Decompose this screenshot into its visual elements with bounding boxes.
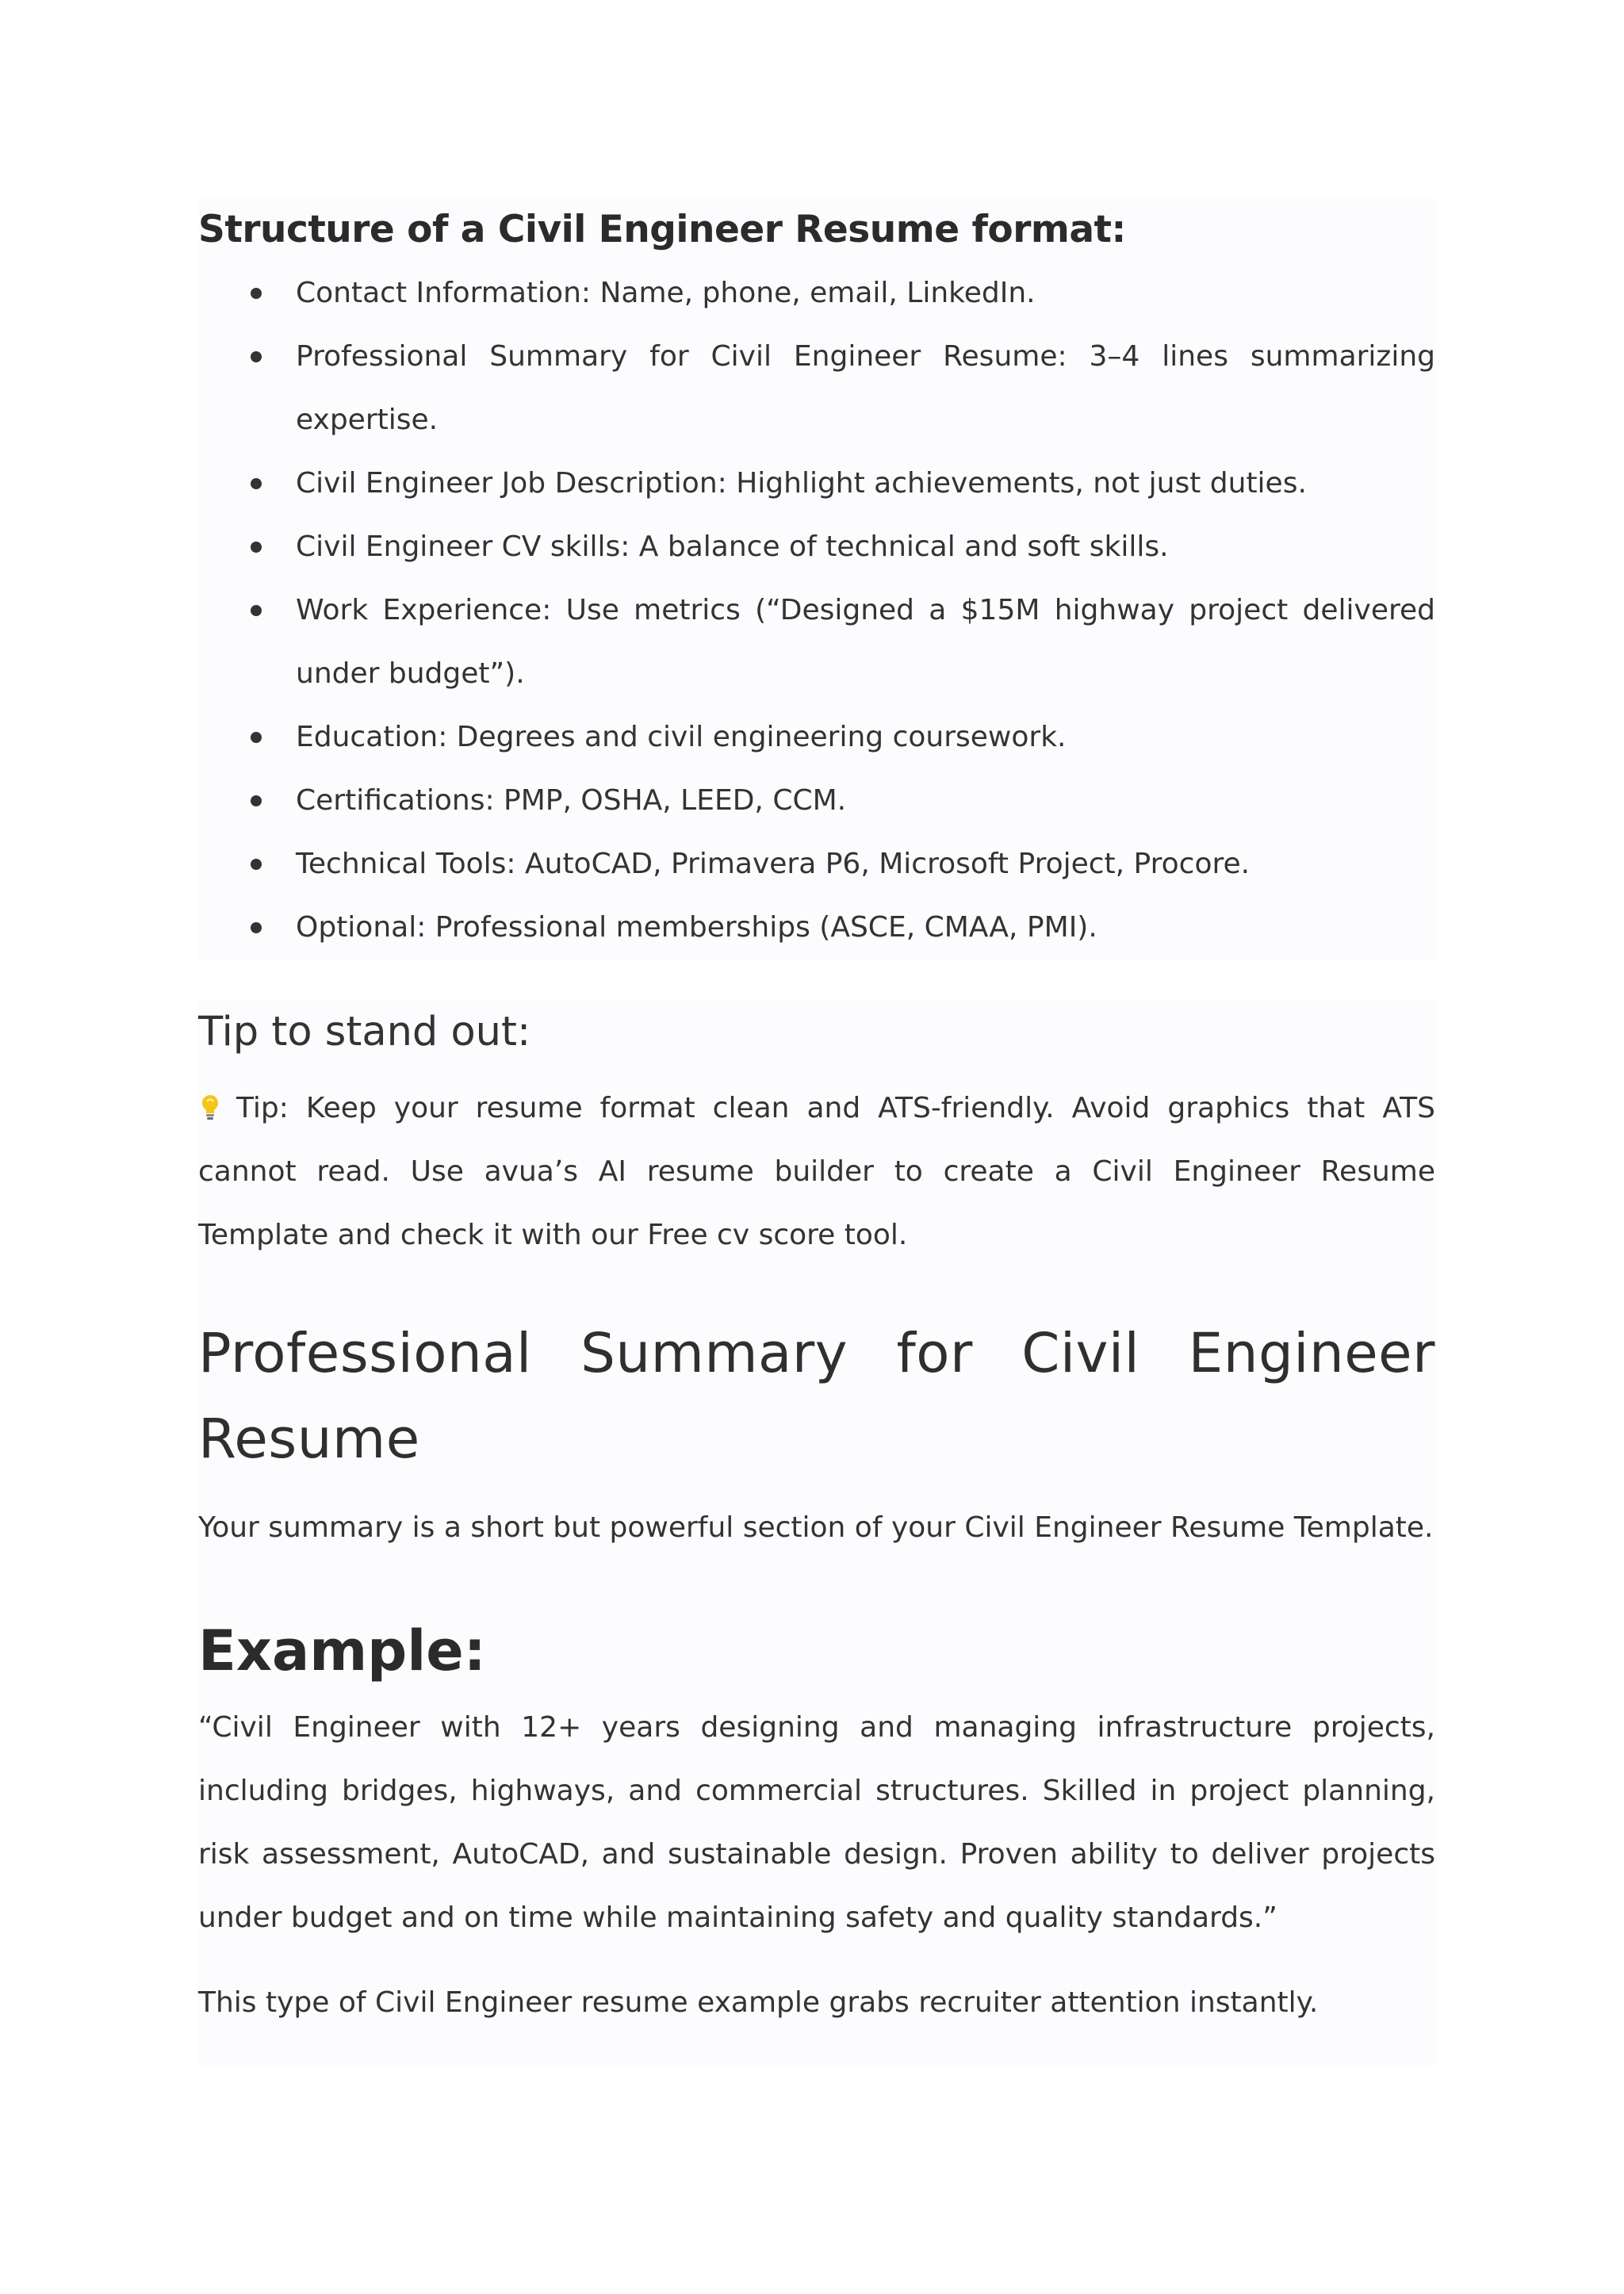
list-item xyxy=(246,833,1435,896)
list-item xyxy=(246,896,1435,959)
list-item-text: Civil Engineer Job Description: Highlight achievements, not just duties. xyxy=(296,467,1307,500)
example-quote: “Civil Engineer with 12+ years designing and managing infrastructure projects, including bridges, highways, and commercial structures. Skilled in project planning, risk assessment, AutoCAD, and sustainable design. Proven ability to deliver projects under budget and on time while maintaining safety and quality standards.” xyxy=(198,1695,1435,1950)
list-item-text: Contact Information: Name, phone, email, LinkedIn. xyxy=(296,277,1036,309)
list-item-text: Education: Degrees and civil engineering coursework. xyxy=(296,721,1067,753)
bullet-dot-icon xyxy=(251,605,262,616)
list-item xyxy=(246,325,1435,452)
list-item-text: Professional Summary for Civil Engineer Resume: 3–4 lines summarizing expertise. xyxy=(296,340,1435,436)
bullet-dot-icon xyxy=(251,922,262,933)
list-item xyxy=(246,262,1435,325)
example-heading: Example: xyxy=(198,1607,1435,1695)
list-item-text: Civil Engineer CV skills: A balance of technical and soft skills. xyxy=(296,530,1169,563)
structure-list xyxy=(198,262,1435,959)
tip-heading: Tip to stand out: xyxy=(198,1001,1435,1064)
bullet-dot-icon xyxy=(251,795,262,806)
bullet-dot-icon xyxy=(251,351,262,362)
list-item-text: Optional: Professional memberships (ASCE, CMAA, PMI). xyxy=(296,911,1097,944)
bullet-dot-icon xyxy=(251,732,262,743)
bullet-dot-icon xyxy=(251,478,262,489)
bullet-dot-icon xyxy=(251,859,262,870)
summary-heading-word: Engineer xyxy=(1188,1322,1435,1385)
document-page xyxy=(198,198,1435,2066)
list-item xyxy=(246,769,1435,833)
summary-heading-line2: Resume xyxy=(198,1407,420,1471)
summary-intro: Your summary is a short but powerful section of your Civil Engineer Resume Template. xyxy=(198,1482,1435,1607)
summary-heading-word: Civil xyxy=(1021,1322,1140,1385)
list-item xyxy=(246,452,1435,515)
tip-paragraph xyxy=(198,1064,1435,1311)
list-item-text: Work Experience: Use metrics (“Designed a $15M highway project delivered under budget”). xyxy=(296,594,1435,690)
summary-heading-block xyxy=(198,1311,1435,1482)
list-item xyxy=(246,706,1435,769)
summary-heading-word: Professional xyxy=(198,1322,532,1385)
summary-heading-word: Summary xyxy=(580,1322,848,1385)
list-item-text: Technical Tools: AutoCAD, Primavera P6, Microsoft Project, Procore. xyxy=(296,848,1251,880)
lightbulb-icon xyxy=(198,1093,222,1120)
bullet-dot-icon xyxy=(251,542,262,553)
list-item-text: Certifications: PMP, OSHA, LEED, CCM. xyxy=(296,784,847,817)
example-closing: This type of Civil Engineer resume example grabs recruiter attention instantly. xyxy=(198,1950,1435,2066)
list-item xyxy=(246,579,1435,706)
summary-heading-word: for xyxy=(896,1322,973,1385)
tip-text: Tip: Keep your resume format clean and ATS-friendly. Avoid graphics that ATS cannot read. Use avua’s AI resume builder to create a Civil Engineer Resume Template and check it with our Free cv score tool. xyxy=(198,1092,1435,1251)
bullet-dot-icon xyxy=(251,288,262,299)
list-item xyxy=(246,515,1435,579)
structure-heading: Structure of a Civil Engineer Resume format: xyxy=(198,198,1435,262)
summary-heading xyxy=(198,1311,1435,1396)
